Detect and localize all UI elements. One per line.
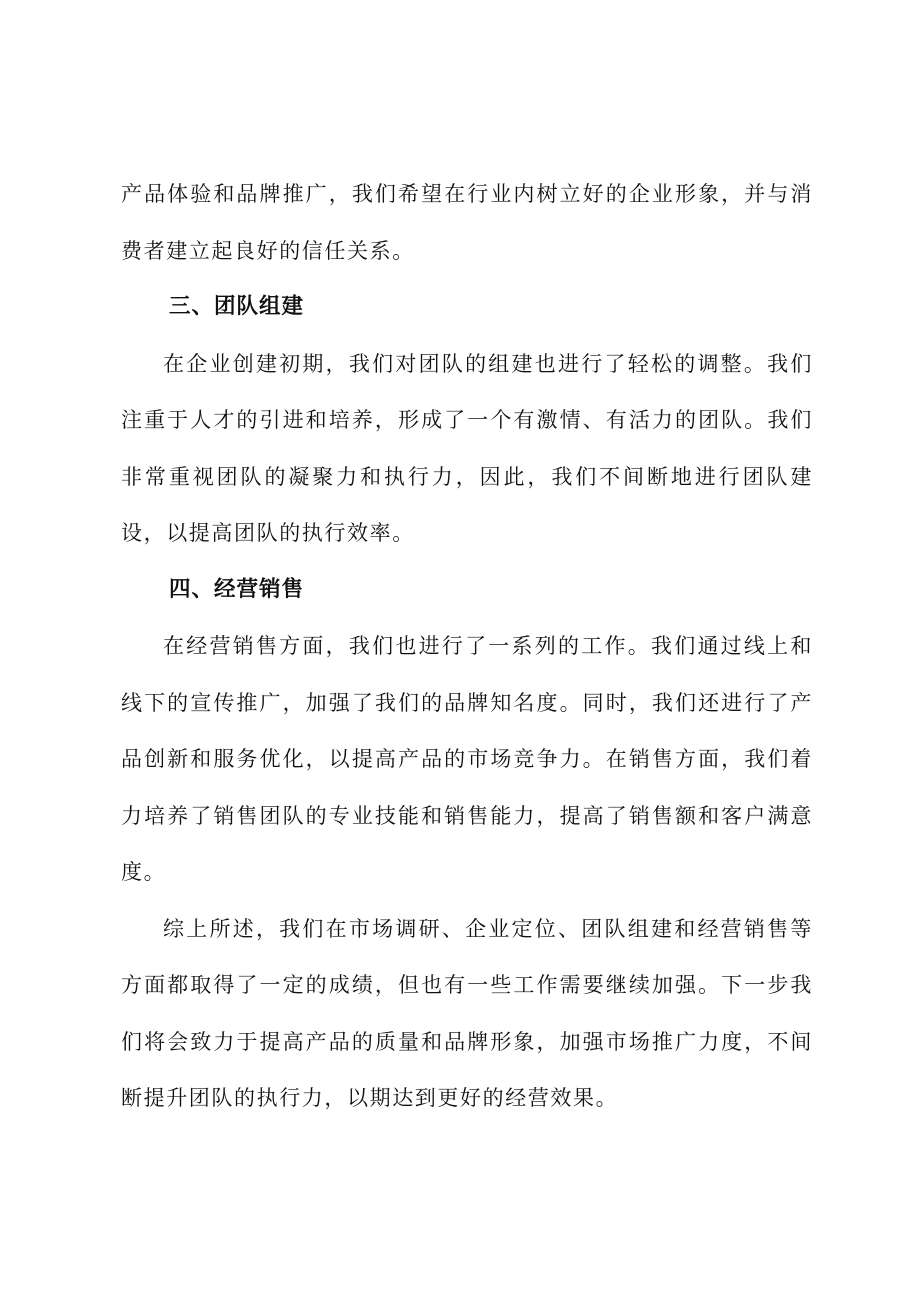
paragraph-summary: 综上所述，我们在市场调研、企业定位、团队组建和经营销售等方面都取得了一定的成绩，但也有一些工作需要继续加强。下一步我们将会致力于提高产品的质量和品牌形象，加强市场推广力度，不间断提升团队的执行力，以期达到更好的经营效果。 [121,916,813,1110]
paragraph-sales: 在经营销售方面，我们也进行了一系列的工作。我们通过线上和线下的宣传推广，加强了我们的品牌知名度。同时，我们还进行了产品创新和服务优化，以提高产品的市场竞争力。在销售方面，我们着力培养了销售团队的专业技能和销售能力，提高了销售额和客户满意度。 [121,634,813,884]
paragraph-team: 在企业创建初期，我们对团队的组建也进行了轻松的调整。我们注重于人才的引进和培养，形成了一个有激情、有活力的团队。我们非常重视团队的凝聚力和执行力，因此，我们不间断地进行团队建设，以提高团队的执行效率。 [121,351,813,545]
paragraph-continued: 产品体验和品牌推广，我们希望在行业内树立好的企业形象，并与消费者建立起良好的信任关系。 [121,182,813,263]
section-heading-team: 三、团队组建 [169,294,305,319]
section-heading-sales: 四、经营销售 [169,576,305,602]
document-body [121,166,813,1127]
